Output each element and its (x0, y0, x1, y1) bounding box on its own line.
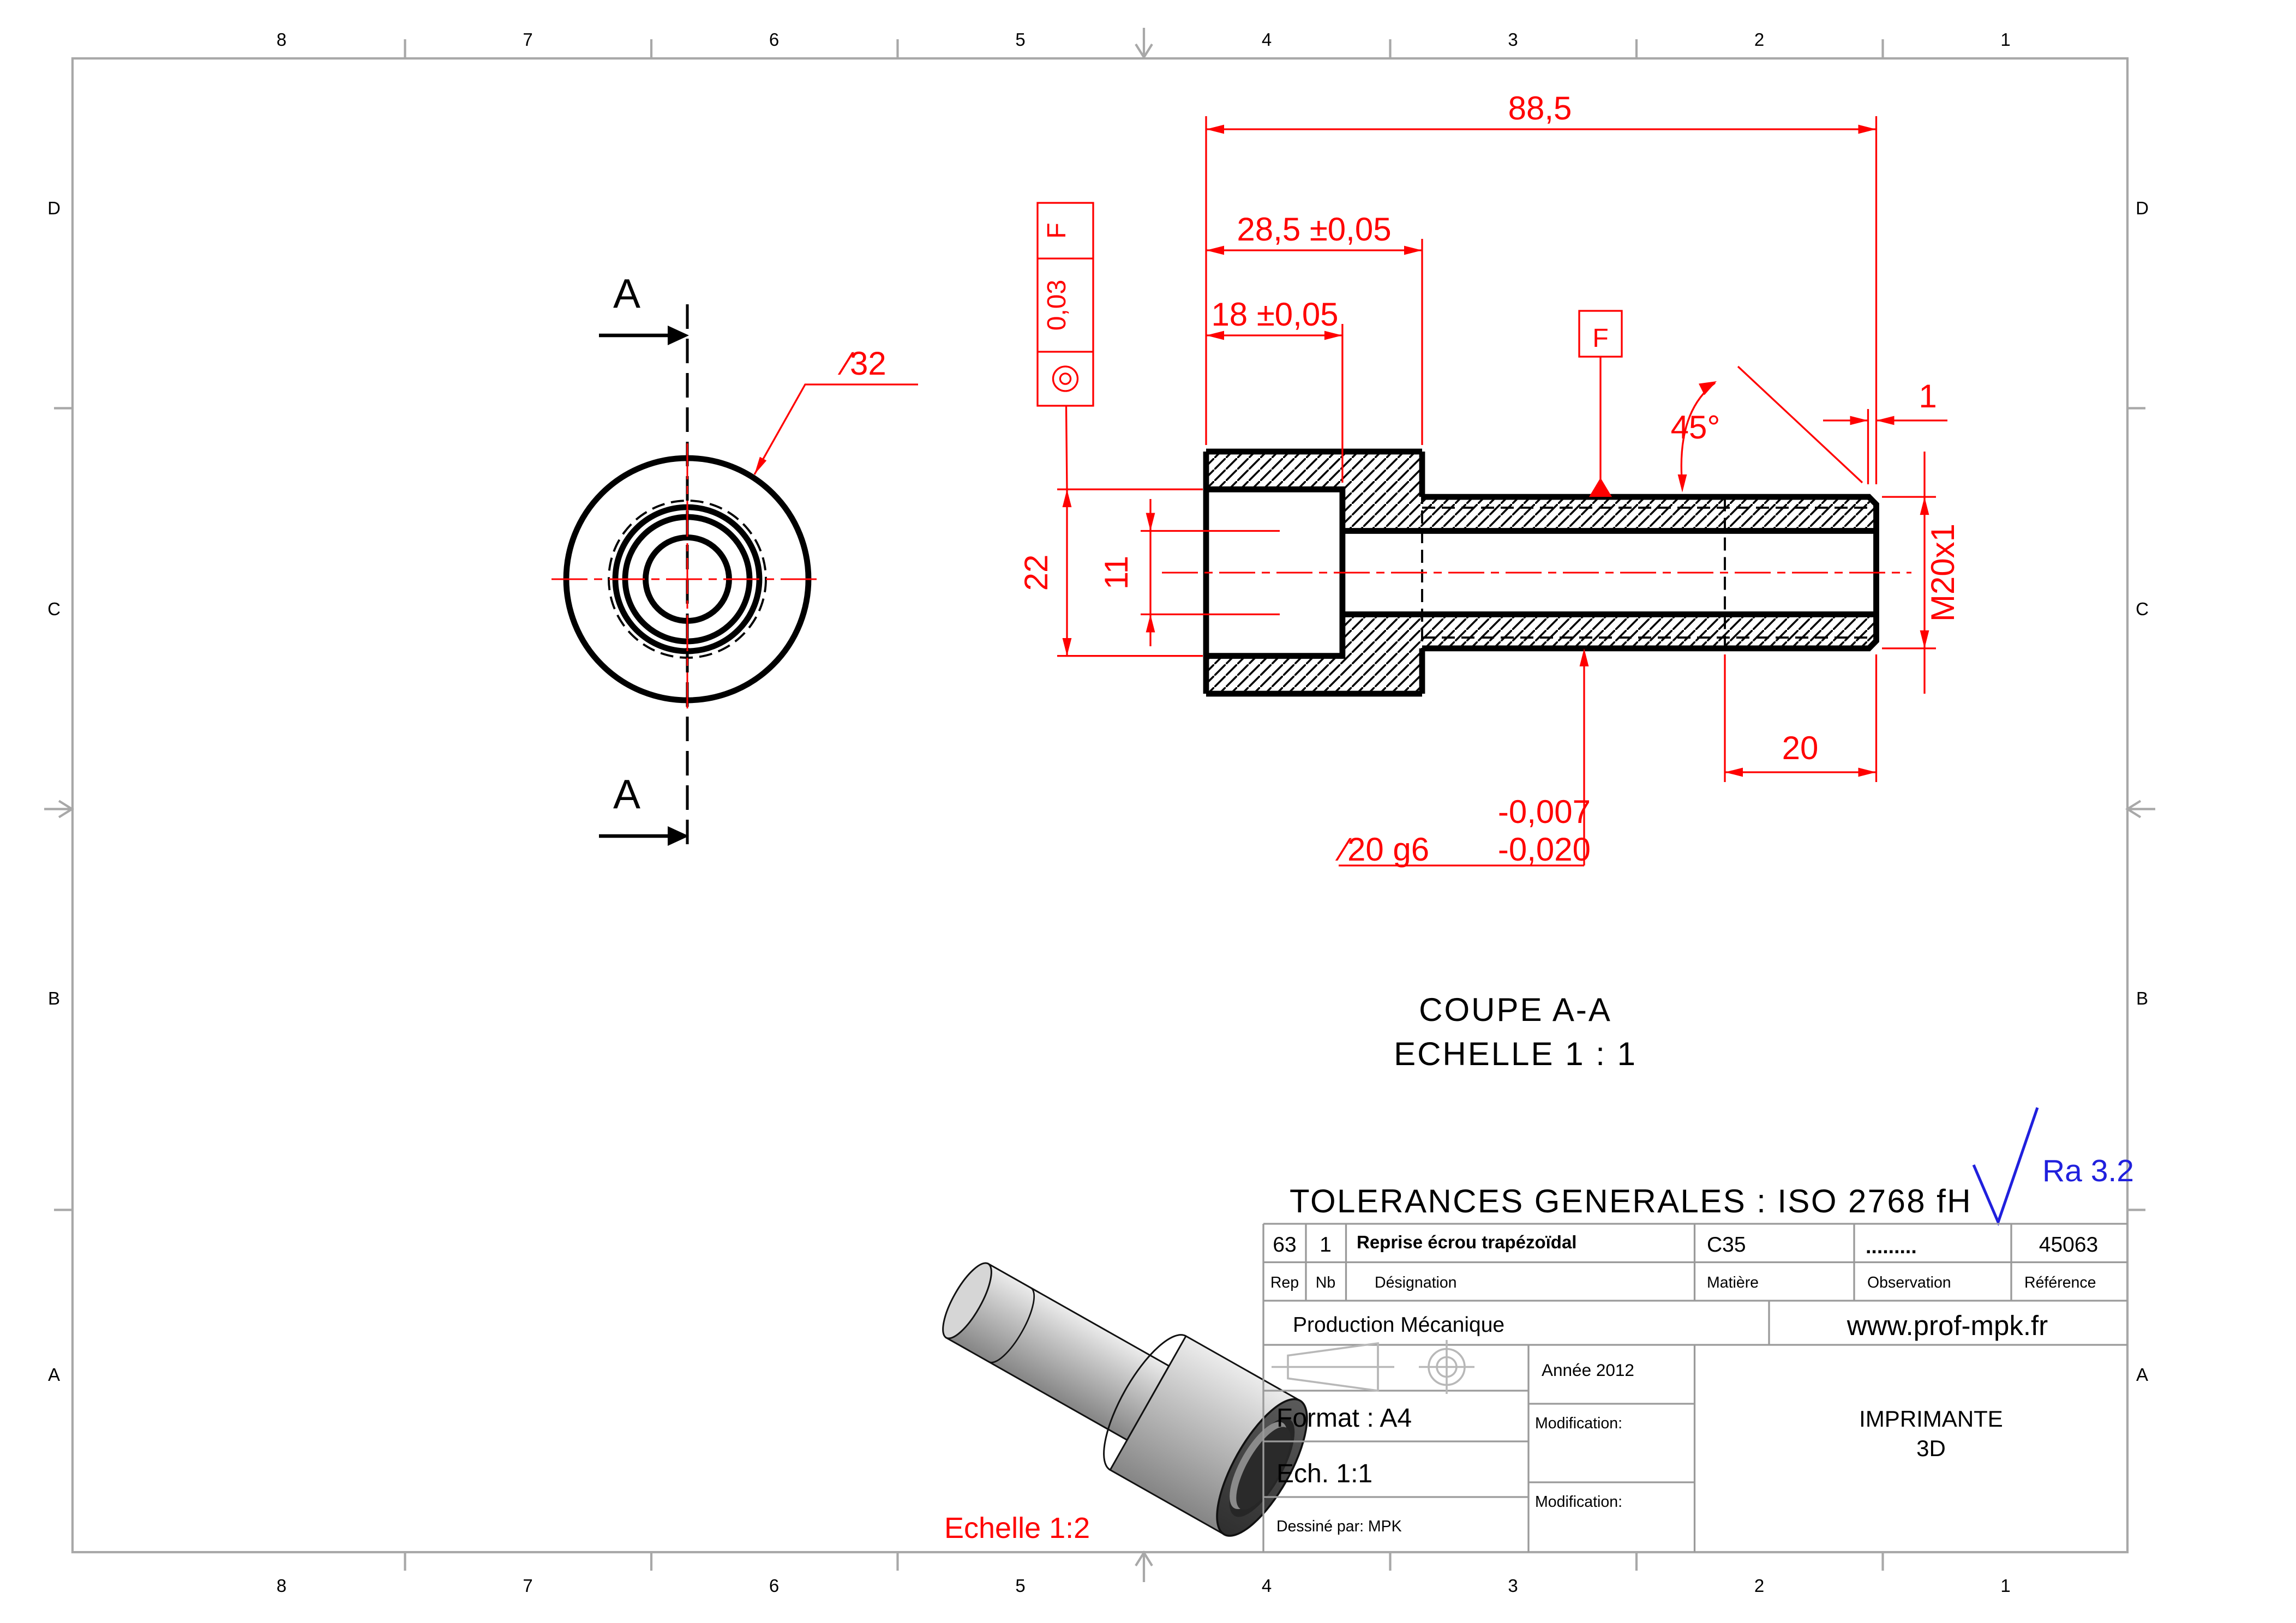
fit-lower-deviation: -0,020 (1497, 831, 1591, 868)
shaft-fit-label: ∕20 g6 (1342, 831, 1430, 868)
zone-col-label: 3 (1508, 29, 1518, 50)
roughness-check-icon (1974, 1108, 2037, 1222)
zone-col-label: 4 (1261, 29, 1272, 50)
part-observation-value: ......... (1866, 1235, 1917, 1258)
section-view (1018, 90, 1961, 1072)
zone-col-label: 4 (1261, 1576, 1272, 1596)
zone-col-label: 5 (1015, 29, 1026, 50)
zone-col-label: 6 (769, 29, 780, 50)
part-nb-value: 1 (1320, 1233, 1332, 1257)
iso-scale-note: Echelle 1:2 (944, 1512, 1090, 1544)
dimension-45-degrees (1671, 366, 1862, 492)
zone-col-label: 2 (1754, 1576, 1765, 1596)
zone-col-label: 1 (2000, 1576, 2011, 1596)
section-scale: ECHELLE 1 : 1 (1394, 1036, 1637, 1073)
zone-col-label: 8 (276, 1576, 287, 1596)
modification-1-label: Modification: (1535, 1415, 1622, 1432)
center-mark-right (2127, 801, 2155, 817)
title-block-lines (1263, 1224, 2127, 1552)
format-label: Format : A4 (1276, 1404, 1412, 1433)
zone-col-label: 3 (1508, 1576, 1518, 1596)
cut-letter-bottom: A (613, 771, 641, 817)
surface-finish-value: Ra 3.2 (2042, 1153, 2134, 1188)
center-mark-left (44, 801, 72, 817)
zone-col-label: 7 (523, 1576, 533, 1596)
zone-col-label: 5 (1015, 1576, 1026, 1596)
shaft-hatch-bottom (1422, 615, 1877, 648)
header-rep: Rep (1270, 1274, 1299, 1291)
dim-chamfer-angle: 45° (1670, 409, 1720, 446)
diameter-32-label: ∕32 (844, 345, 886, 382)
website: www.prof-mpk.fr (1847, 1310, 2048, 1341)
diameter-32-callout (754, 345, 918, 474)
section-arrow-bottom (668, 826, 689, 846)
end-view (551, 270, 918, 847)
dim-bore-diameter: 22 (1018, 554, 1055, 591)
fit-upper-deviation: -0,007 (1497, 794, 1591, 830)
datum-letter-flag: F (1592, 324, 1609, 353)
zone-col-label: 6 (769, 1576, 780, 1596)
zone-row-label: D (2136, 198, 2149, 219)
modification-2-label: Modification: (1535, 1493, 1622, 1511)
zone-row-label: B (2136, 988, 2149, 1009)
part-designation-value: Reprise écrou trapézoïdal (1357, 1232, 1577, 1252)
dim-hole-diameter: 11 (1098, 555, 1135, 590)
frame-leader (1066, 406, 1068, 489)
leader-arrow (754, 457, 766, 474)
title-block (1263, 1224, 2127, 1552)
zone-row-label: D (47, 198, 61, 219)
dim-total-length: 88,5 (1508, 90, 1572, 127)
zone-col-label: 1 (2000, 29, 2011, 50)
dimension-88-5 (1206, 90, 1877, 484)
zone-col-label: 8 (276, 29, 287, 50)
section-caption (1394, 991, 1637, 1072)
part-rep-value: 63 (1273, 1233, 1297, 1257)
header-designation: Désignation (1375, 1274, 1457, 1291)
year-label: Année 2012 (1542, 1360, 1634, 1380)
datum-flag (1579, 311, 1622, 497)
runout-tolerance-value: 0,03 (1042, 279, 1071, 331)
header-observation: Observation (1867, 1274, 1951, 1291)
dim-head-length: 28,5 ±0,05 (1237, 211, 1392, 248)
section-title: COUPE A-A (1419, 991, 1612, 1029)
zone-row-label: C (2136, 599, 2149, 619)
header-matiere: Matière (1707, 1274, 1759, 1291)
drawn-by-label: Dessiné par: MPK (1276, 1518, 1402, 1535)
header-nb: Nb (1315, 1274, 1336, 1291)
zone-row-label: A (2136, 1364, 2149, 1385)
part-title-line1: IMPRIMANTE (1859, 1406, 2003, 1432)
zone-col-label: 2 (1754, 29, 1765, 50)
projection-symbol-icon (1272, 1340, 1474, 1394)
zone-row-label: C (47, 599, 61, 619)
part-material-value: C35 (1707, 1233, 1746, 1257)
part-title-line2: 3D (1916, 1435, 1946, 1461)
section-arrow-top (668, 326, 689, 345)
general-tolerance-note: TOLERANCES GENERALES : ISO 2768 fH (1290, 1183, 1972, 1219)
dimension-chamfer-1 (1823, 378, 1947, 484)
concentricity-icon-inner (1060, 374, 1070, 384)
center-mark-top (1136, 28, 1152, 57)
scale-label: Ech. 1:1 (1276, 1459, 1373, 1488)
dimension-20-thread-length (1725, 654, 1877, 782)
runout-control-frame (1038, 203, 1093, 489)
dim-thread: M20x1 (1925, 523, 1961, 622)
center-mark-bottom (1136, 1553, 1152, 1582)
header-reference: Référence (2024, 1274, 2096, 1291)
surface-finish-symbol (1974, 1108, 2134, 1222)
school-name: Production Mécanique (1293, 1313, 1505, 1337)
dim-bore-depth: 18 ±0,05 (1211, 296, 1339, 333)
zone-row-label: B (47, 988, 61, 1009)
concentricity-icon (1053, 366, 1078, 391)
zone-row-label: A (47, 1364, 61, 1385)
part-reference-value: 45063 (2039, 1233, 2099, 1257)
dim-thread-length: 20 (1782, 730, 1819, 766)
zone-col-label: 7 (523, 29, 533, 50)
cut-letter-top: A (613, 270, 641, 316)
datum-letter-frame: F (1042, 223, 1071, 239)
shaft-hatch-top (1422, 497, 1877, 531)
dim-chamfer-length: 1 (1919, 378, 1937, 414)
